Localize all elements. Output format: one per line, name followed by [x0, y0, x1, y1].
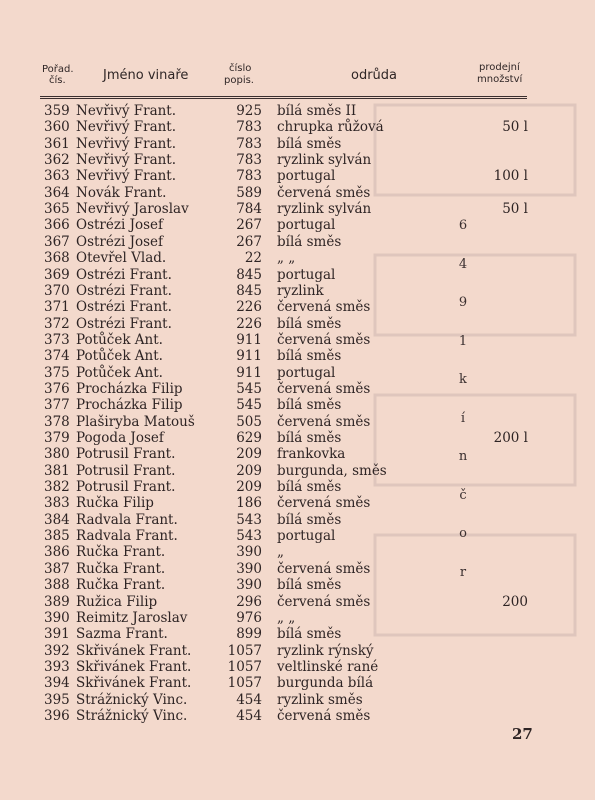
grower-name: Ostrézi Frant.	[76, 315, 172, 332]
table-row	[0, 103, 595, 119]
vertical-letter: 4	[458, 256, 468, 272]
grower-name: Potrusil Frant.	[76, 462, 176, 479]
grower-name: Radvala Frant.	[76, 528, 178, 545]
grower-name: Nevřivý Frant.	[76, 103, 177, 119]
wine-variety: „	[277, 544, 284, 561]
wine-variety: bílá směs	[277, 233, 342, 250]
house-number: 1057	[227, 658, 262, 675]
row-number: 359	[44, 103, 70, 119]
row-number: 395	[44, 691, 70, 708]
grower-name: Potůček Ant.	[76, 348, 163, 365]
house-number: 545	[236, 397, 262, 414]
row-number: 383	[44, 495, 70, 512]
wine-variety: ryzlink sylván	[277, 152, 372, 169]
row-number: 376	[44, 380, 70, 397]
house-number: 925	[236, 103, 262, 119]
page-number: 27	[512, 725, 533, 743]
grower-name: Procházka Filip	[76, 380, 183, 397]
grower-name: Potrusil Frant.	[76, 479, 176, 496]
table-row	[0, 626, 595, 642]
wine-variety: červená směs	[277, 495, 371, 512]
grower-name: Nevřivý Frant.	[76, 119, 177, 136]
grower-name: Nevřivý Frant.	[76, 168, 177, 185]
table-row	[0, 561, 595, 577]
wine-variety: ryzlink směs	[277, 691, 363, 708]
grower-name: Nevřivý Frant.	[76, 135, 177, 152]
table-row	[0, 708, 595, 724]
row-number: 393	[44, 658, 70, 675]
house-number: 267	[236, 217, 262, 234]
row-number: 367	[44, 233, 70, 250]
wine-variety: portugal	[277, 266, 336, 283]
grower-name: Ostrézi Josef	[76, 217, 164, 234]
house-number: 911	[236, 348, 262, 365]
wine-variety: bílá směs	[277, 135, 342, 152]
row-number: 378	[44, 413, 70, 430]
wine-variety: červená směs	[277, 707, 371, 724]
table-row	[0, 136, 595, 152]
table-row	[0, 267, 595, 283]
table-row	[0, 234, 595, 250]
header-popis-label-2: popis.	[224, 75, 254, 86]
row-number: 366	[44, 217, 70, 234]
wine-variety: bílá směs	[277, 479, 342, 496]
grower-name: Skřivánek Frant.	[76, 658, 192, 675]
table-row	[0, 365, 595, 381]
house-number: 226	[236, 299, 262, 316]
grower-name: Ručka Frant.	[76, 544, 166, 561]
house-number: 209	[236, 446, 262, 463]
wine-variety: ryzlink rýnský	[277, 642, 374, 659]
house-number: 505	[236, 413, 262, 430]
row-number: 369	[44, 266, 70, 283]
house-number: 390	[236, 577, 262, 594]
row-number: 391	[44, 626, 70, 643]
house-number: 845	[236, 266, 262, 283]
house-number: 454	[236, 707, 262, 724]
wine-variety: frankovka	[277, 446, 346, 463]
wine-variety: červená směs	[277, 413, 371, 430]
row-number: 361	[44, 135, 70, 152]
table-row	[0, 283, 595, 299]
table-row	[0, 675, 595, 691]
vertical-letter: í	[460, 410, 466, 426]
vertical-letter: n	[458, 449, 468, 464]
grower-name: Otevřel Vlad.	[76, 250, 167, 267]
grower-name: Strážnický Vinc.	[76, 691, 188, 708]
wine-variety: bílá směs	[277, 348, 342, 365]
row-number: 381	[44, 462, 70, 479]
wine-variety: portugal	[277, 364, 336, 381]
row-number: 385	[44, 528, 70, 545]
vertical-letter: 6	[458, 218, 468, 233]
wine-variety: bílá směs II	[277, 103, 357, 119]
house-number: 390	[236, 544, 262, 561]
vertical-letter: r	[459, 564, 467, 580]
grower-name: Ostrézi Josef	[76, 233, 164, 250]
table-row	[0, 397, 595, 413]
wine-variety: portugal	[277, 168, 336, 185]
house-number: 1057	[227, 675, 262, 692]
wine-variety: červená směs	[277, 593, 371, 610]
grower-name: Strážnický Vinc.	[76, 707, 188, 724]
row-number: 375	[44, 364, 70, 381]
row-number: 389	[44, 593, 70, 610]
house-number: 911	[236, 331, 262, 348]
house-number: 899	[236, 626, 262, 643]
grower-name: Ostrézi Frant.	[76, 282, 172, 299]
house-number: 845	[236, 282, 262, 299]
vertical-letter: č	[459, 487, 467, 503]
house-number: 226	[236, 315, 262, 332]
wine-variety: bílá směs	[277, 430, 342, 446]
grower-name: Potůček Ant.	[76, 331, 163, 348]
house-number: 783	[236, 168, 262, 185]
wine-variety: ryzlink	[277, 282, 324, 299]
row-number: 388	[44, 577, 70, 594]
table-row	[0, 185, 595, 201]
grower-name: Pogoda Josef	[76, 430, 164, 446]
vertical-letter: 1	[458, 333, 468, 349]
wine-variety: portugal	[277, 217, 336, 234]
grower-name: Skřivánek Frant.	[76, 675, 192, 692]
row-number: 392	[44, 642, 70, 659]
table-row	[0, 659, 595, 675]
house-number: 545	[236, 380, 262, 397]
grower-name: Novák Frant.	[76, 184, 167, 201]
table-row	[0, 250, 595, 266]
table-row	[0, 348, 595, 364]
house-number: 209	[236, 479, 262, 496]
table-row	[0, 692, 595, 708]
wine-variety: bílá směs	[277, 577, 342, 594]
row-number: 373	[44, 331, 70, 348]
row-number: 382	[44, 479, 70, 496]
header-order-label-2: čís.	[49, 75, 66, 86]
header-sales-label: prodejní	[479, 62, 520, 73]
header-rule	[40, 96, 527, 97]
wine-variety: červená směs	[277, 299, 371, 316]
grower-name: Radvala Frant.	[76, 511, 178, 528]
row-number: 372	[44, 315, 70, 332]
row-number: 394	[44, 675, 70, 692]
wine-variety: „ „	[277, 609, 296, 626]
row-number: 370	[44, 282, 70, 299]
row-number: 380	[44, 446, 70, 463]
grower-name: Ostrézi Frant.	[76, 266, 172, 283]
row-number: 396	[44, 707, 70, 724]
house-number: 1057	[227, 642, 262, 659]
wine-variety: ryzlink sylván	[277, 201, 372, 218]
wine-variety: červená směs	[277, 380, 371, 397]
grower-name: Sazma Frant.	[76, 626, 168, 643]
row-number: 371	[44, 299, 70, 316]
wine-variety: portugal	[277, 528, 336, 545]
table-row	[0, 446, 595, 462]
house-number: 543	[236, 511, 262, 528]
grower-name: Potrusil Frant.	[76, 446, 176, 463]
table-header	[0, 60, 595, 94]
row-number: 377	[44, 397, 70, 414]
house-number: 186	[236, 495, 262, 512]
house-number: 629	[236, 430, 262, 446]
grower-name: Potůček Ant.	[76, 364, 163, 381]
row-number: 360	[44, 119, 70, 136]
table-row	[0, 168, 595, 184]
table-row	[0, 316, 595, 332]
grower-name: Skřivánek Frant.	[76, 642, 192, 659]
row-number: 386	[44, 544, 70, 561]
grower-name: Ručka Frant.	[76, 560, 166, 577]
grower-name: Procházka Filip	[76, 397, 183, 414]
table-row	[0, 512, 595, 528]
table-row	[0, 463, 595, 479]
row-number: 365	[44, 201, 70, 218]
house-number: 783	[236, 152, 262, 169]
table-row	[0, 381, 595, 397]
table-row	[0, 577, 595, 593]
wine-variety: veltlinské rané	[277, 658, 379, 675]
table-row	[0, 495, 595, 511]
sales-quantity: 50 l	[502, 119, 528, 136]
sales-quantity: 100 l	[493, 168, 528, 185]
grower-name: Ručka Filip	[76, 495, 154, 512]
house-number: 267	[236, 233, 262, 250]
grower-name: Ružica Filip	[76, 593, 158, 610]
grower-name: Nevřivý Jaroslav	[76, 201, 189, 218]
grower-name: Reimitz Jaroslav	[76, 609, 188, 626]
header-order-label: Pořad.	[42, 64, 74, 75]
header-variety-label: odrůda	[351, 68, 398, 83]
house-number: 783	[236, 135, 262, 152]
house-number: 589	[236, 184, 262, 201]
house-number: 296	[236, 593, 262, 610]
vertical-letter: k	[459, 372, 467, 387]
wine-variety: bílá směs	[277, 511, 342, 528]
row-number: 387	[44, 560, 70, 577]
house-number: 390	[236, 560, 262, 577]
table-row	[0, 528, 595, 544]
vertical-year-label	[453, 218, 473, 618]
table-row	[0, 479, 595, 495]
row-number: 363	[44, 168, 70, 185]
table-row	[0, 332, 595, 348]
house-number: 209	[236, 462, 262, 479]
wine-variety: burgunda bílá	[277, 675, 374, 692]
house-number: 911	[236, 364, 262, 381]
table-row	[0, 414, 595, 430]
wine-variety: bílá směs	[277, 626, 342, 643]
row-number: 384	[44, 511, 70, 528]
wine-variety: „ „	[277, 250, 296, 267]
table-row	[0, 217, 595, 233]
house-number: 543	[236, 528, 262, 545]
table-row	[0, 299, 595, 315]
row-number: 379	[44, 430, 70, 446]
wine-variety: červená směs	[277, 560, 371, 577]
table-row	[0, 152, 595, 168]
row-number: 390	[44, 609, 70, 626]
table-row	[0, 610, 595, 626]
table-row	[0, 430, 595, 446]
wine-variety: červená směs	[277, 331, 371, 348]
table-row	[0, 201, 595, 217]
header-popis-label: číslo	[229, 63, 252, 74]
grower-name: Plaširyba Matouš	[76, 413, 195, 430]
sales-quantity: 200	[502, 593, 528, 610]
vertical-letter: o	[459, 526, 467, 541]
row-number: 364	[44, 184, 70, 201]
vertical-letter: 9	[458, 295, 468, 310]
row-number: 374	[44, 348, 70, 365]
grower-name: Ručka Frant.	[76, 577, 166, 594]
header-sales-label-2: množství	[477, 74, 523, 85]
table-row	[0, 594, 595, 610]
sales-quantity: 50 l	[502, 201, 528, 218]
row-number: 368	[44, 250, 70, 267]
header-name-label: Jméno vinaře	[103, 68, 189, 83]
house-number: 22	[244, 250, 262, 267]
sales-quantity: 200 l	[493, 430, 528, 446]
grower-name: Ostrézi Frant.	[76, 299, 172, 316]
table-row	[0, 643, 595, 659]
wine-variety: bílá směs	[277, 315, 342, 332]
house-number: 783	[236, 119, 262, 136]
house-number: 976	[236, 609, 262, 626]
house-number: 784	[236, 201, 262, 218]
header-rule-double	[40, 98, 527, 99]
table-row	[0, 119, 595, 135]
table-row	[0, 544, 595, 560]
wine-variety: bílá směs	[277, 397, 342, 414]
wine-variety: burgunda, směs	[277, 462, 387, 479]
row-number: 362	[44, 152, 70, 169]
wine-variety: chrupka růžová	[277, 119, 384, 136]
grower-name: Nevřivý Frant.	[76, 152, 177, 169]
wine-variety: červená směs	[277, 184, 371, 201]
house-number: 454	[236, 691, 262, 708]
